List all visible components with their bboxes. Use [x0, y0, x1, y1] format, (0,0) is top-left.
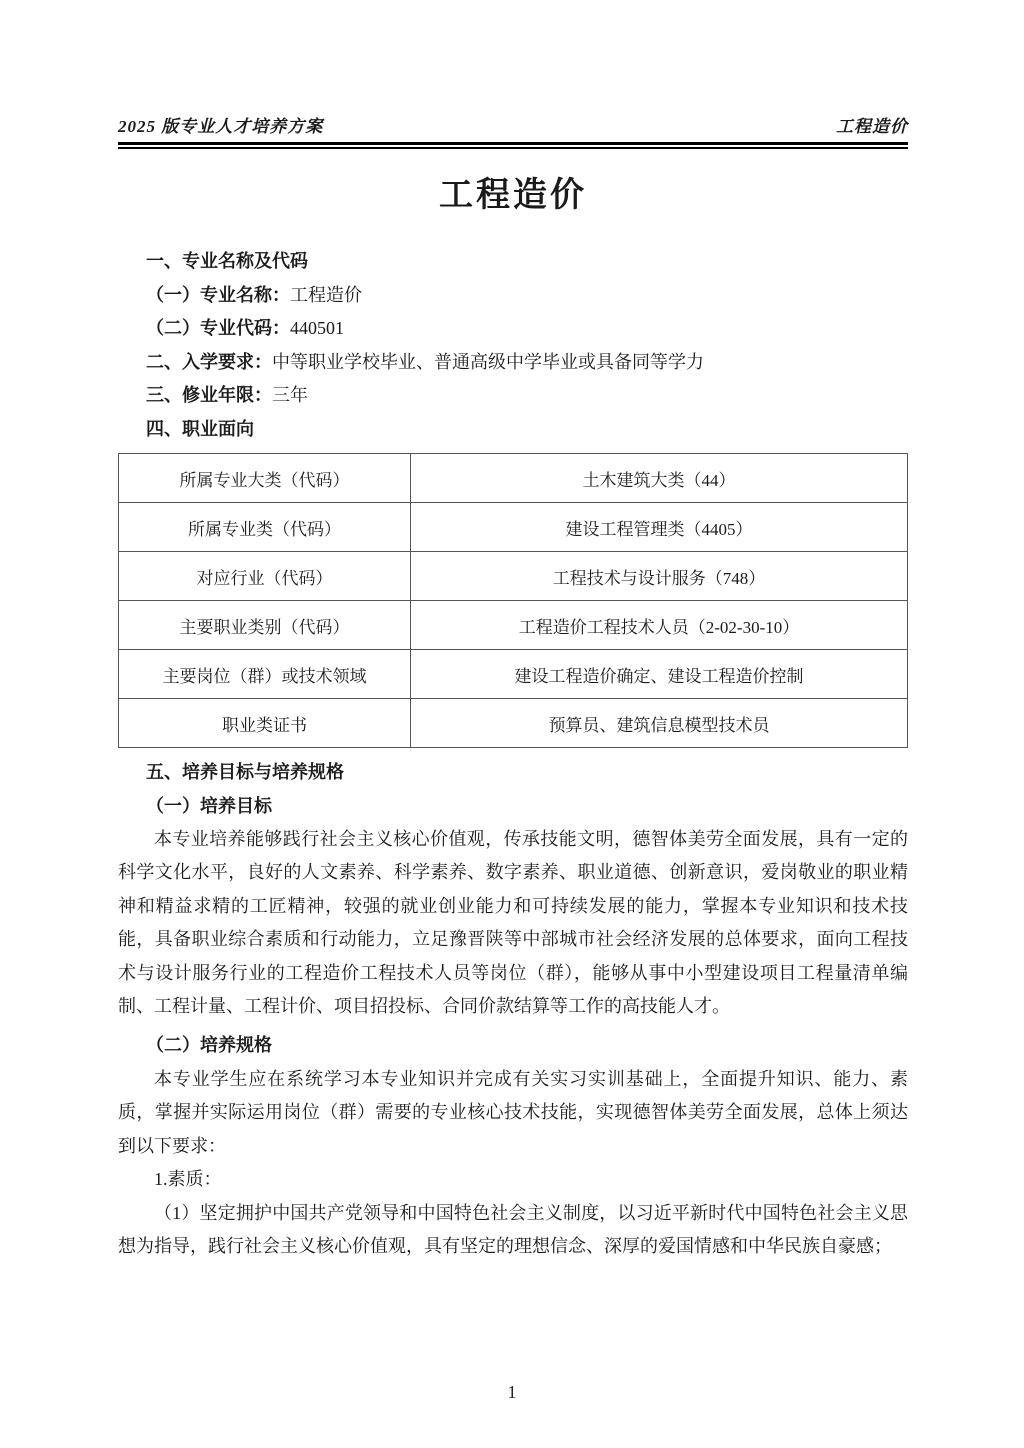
heading-5: 五、培养目标与培养规格	[146, 762, 344, 782]
outline-heading-1	[118, 245, 908, 279]
page-number: 1	[507, 1382, 517, 1402]
heading-4-text: 四、职业面向	[146, 418, 254, 439]
table-row	[119, 699, 908, 748]
header-rule-thick	[118, 142, 908, 145]
table-row	[119, 503, 908, 552]
sub-1-label: （一）专业名称：	[146, 284, 290, 305]
header-right-text: 工程造价	[836, 117, 908, 136]
career-orientation-table	[118, 453, 908, 748]
heading-3-label: 三、修业年限：	[146, 385, 272, 405]
heading-1-text: 一、专业名称及代码	[146, 251, 308, 271]
outline-list	[118, 245, 908, 446]
header-rule-thin	[118, 147, 908, 149]
table-row-label: 所属专业大类（代码）	[119, 454, 411, 503]
table-row	[119, 650, 908, 699]
heading-2-value: 中等职业学校毕业、普通高级中学毕业或具备同等学力	[272, 351, 704, 372]
heading-5-sub-2: （二）培养规格	[146, 1035, 272, 1056]
training-goal-paragraph: 本专业培养能够践行社会主义核心价值观，传承技能文明，德智体美劳全面发展，具有一定的科学文化水平，良好的人文素养、科学素养、数字素养、职业道德、创新意识，爱岗敬业的职业精神和精益求精的工匠精神，较强的就业创业能力和可持续发展的能力，掌握本专业知识和技术技能，具备职业综合素质和行动能力，立足豫晋陕等中部城市社会经济发展的总体要求，面向工程技术与设计服务行业的工程造价工程技术人员等岗位（群），能够从事中小型建设项目工程量清单编制、工程计量、工程计价、项目招投标、合同价款结算等工作的高技能人才。	[118, 829, 908, 1017]
outline-heading-4	[118, 413, 908, 447]
table-row	[119, 552, 908, 601]
table-row	[119, 601, 908, 650]
table-row	[119, 454, 908, 503]
table-row-label: 所属专业类（代码）	[119, 503, 411, 552]
page-content	[118, 112, 908, 1263]
heading-5-sub-1: （一）培养目标	[146, 795, 272, 816]
outline-sub-1	[118, 279, 908, 313]
heading-2-label: 二、入学要求：	[146, 351, 272, 372]
training-spec-paragraph: 本专业学生应在系统学习本专业知识并完成有关实习实训基础上，全面提升知识、能力、素质，掌握并实际运用岗位（群）需要的专业核心技术技能，实现德智体美劳全面发展，总体上须达到以下要求：	[118, 1068, 908, 1156]
table-row-value: 建设工程管理类（4405）	[411, 503, 908, 552]
table-row-value: 预算员、建筑信息模型技术员	[411, 699, 908, 748]
quality-item-1-paragraph: （1）坚定拥护中国共产党领导和中国特色社会主义制度，以习近平新时代中国特色社会主义思想为指导，践行社会主义核心价值观，具有坚定的理想信念、深厚的爱国情感和中华民族自豪感；	[118, 1202, 908, 1256]
outline-sub-2	[118, 312, 908, 346]
outline-heading-2	[118, 346, 908, 380]
sub-1-value: 工程造价	[290, 284, 362, 305]
table-row-label: 职业类证书	[119, 699, 411, 748]
table-row-value: 土木建筑大类（44）	[411, 454, 908, 503]
header-left-text: 2025 版专业人才培养方案	[118, 117, 324, 136]
table-row-label: 主要岗位（群）或技术领域	[119, 650, 411, 699]
outline-heading-3	[118, 379, 908, 413]
quality-heading: 1.素质：	[154, 1169, 222, 1190]
table-row-value: 工程技术与设计服务（748）	[411, 552, 908, 601]
sub-2-value: 440501	[290, 318, 344, 338]
sub-2-label: （二）专业代码：	[146, 318, 290, 338]
table-row-value: 工程造价工程技术人员（2-02-30-10）	[411, 601, 908, 650]
table-row-value: 建设工程造价确定、建设工程造价控制	[411, 650, 908, 699]
heading-3-value: 三年	[272, 385, 308, 405]
running-header	[118, 112, 908, 137]
table-row-label: 主要职业类别（代码）	[119, 601, 411, 650]
page-title: 工程造价	[439, 177, 587, 214]
table-row-label: 对应行业（代码）	[119, 552, 411, 601]
